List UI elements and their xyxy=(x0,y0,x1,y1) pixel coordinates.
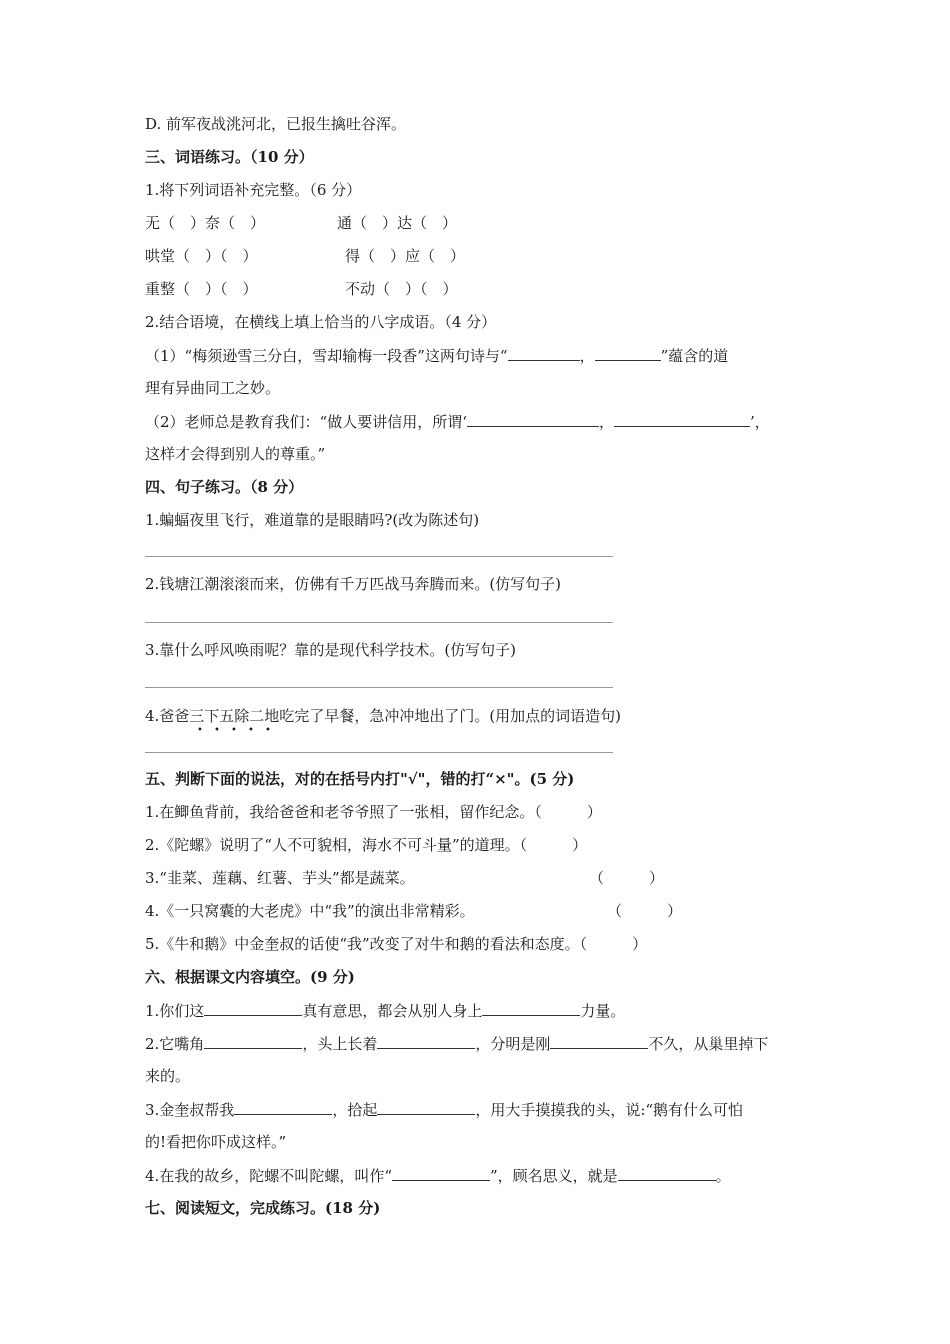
blank[interactable] xyxy=(614,411,750,427)
answer-line[interactable] xyxy=(145,622,613,623)
s3-question-1: 1.将下列词语补充完整。（6 分） xyxy=(145,181,362,199)
s6-question-2: 2.它嘴角 ，头上长着 ，分明是刚 不久，从巢里掉下 xyxy=(145,1035,769,1053)
s4-question-1: 1.蝙蝠夜里飞行，难道靠的是眼睛吗?(改为陈述句) xyxy=(145,511,480,529)
idiom-row-3a: 重整（ ）（ ） xyxy=(145,280,258,298)
s3-q2-item-2-cont: 这样才会得到别人的尊重。” xyxy=(145,445,326,463)
idiom-row-1a: 无（ ）奈（ ） xyxy=(145,214,266,232)
blank[interactable] xyxy=(204,1000,302,1016)
section-3-title: 三、词语练习。（10 分） xyxy=(145,148,314,166)
s5-question-4: 4.《一只窝囊的大老虎》中“我”的演出非常精彩。 xyxy=(145,902,475,920)
section-7-title: 七、阅读短文，完成练习。(18 分) xyxy=(145,1199,381,1217)
answer-line[interactable] xyxy=(145,556,613,557)
idiom-row-2a: 哄堂（ ）（ ） xyxy=(145,247,258,265)
s3-q2-item-1: （1）“梅须逊雪三分白，雪却输梅一段香”这两句诗与“ ， ”蕴含的道 xyxy=(145,347,729,365)
blank[interactable] xyxy=(392,1165,490,1181)
s5-question-3: 3.“韭菜、莲藕、红薯、芋头”都是蔬菜。 xyxy=(145,869,415,887)
blank[interactable] xyxy=(377,1099,475,1115)
s6-question-2-cont: 来的。 xyxy=(145,1067,191,1085)
s4-question-3: 3.靠什么呼风唤雨呢？靠的是现代科学技术。(仿写句子) xyxy=(145,641,517,659)
s3-question-2: 2.结合语境，在横线上填上恰当的八字成语。（4 分） xyxy=(145,313,497,331)
blank[interactable] xyxy=(377,1033,475,1049)
blank[interactable] xyxy=(467,411,599,427)
blank[interactable] xyxy=(482,1000,580,1016)
s6-question-3-cont: 的!看把你吓成这样。” xyxy=(145,1133,287,1151)
blank[interactable] xyxy=(550,1033,648,1049)
idiom-row-1b: 通（ ）达（ ） xyxy=(337,214,458,232)
s5-question-4-bracket[interactable]: （ ） xyxy=(607,902,683,920)
s5-question-2: 2.《陀螺》说明了“人不可貌相，海水不可斗量”的道理。（ ） xyxy=(145,836,588,854)
s3-q2-item-1-cont: 理有异曲同工之妙。 xyxy=(145,379,281,397)
emphasis-dot: • xyxy=(231,725,237,736)
idiom-row-3b: 不动（ ）（ ） xyxy=(345,280,458,298)
section-5-title: 五、判断下面的说法，对的在括号内打"√"，错的打“×"。(5 分) xyxy=(145,770,575,788)
blank[interactable] xyxy=(508,345,580,361)
blank[interactable] xyxy=(595,345,661,361)
answer-line[interactable] xyxy=(145,687,613,688)
s3-q2-item-2: （2）老师总是教育我们：“做人要讲信用，所谓‘ ， ’， xyxy=(145,413,770,431)
s5-question-5: 5.《牛和鹅》中金奎叔的话使“我”改变了对牛和鹅的看法和态度。（ ） xyxy=(145,935,648,953)
blank[interactable] xyxy=(618,1165,716,1181)
s4-question-4: 4.爸爸三下五除二地吃完了早餐，急冲冲地出了门。(用加点的词语造句) xyxy=(145,707,622,725)
s6-question-4: 4.在我的故乡，陀螺不叫陀螺，叫作“ ”，顾名思义，就是 。 xyxy=(145,1167,731,1185)
s6-question-1: 1.你们这 真有意思，都会从别人身上 力量。 xyxy=(145,1002,626,1020)
blank[interactable] xyxy=(204,1033,302,1049)
s5-question-3-bracket[interactable]: （ ） xyxy=(589,869,665,887)
emphasis-dot: • xyxy=(197,725,203,736)
emphasis-dot: • xyxy=(265,725,271,736)
emphasis-dot: • xyxy=(248,725,254,736)
s4-question-2: 2.钱塘江潮滚滚而来，仿佛有千万匹战马奔腾而来。(仿写句子) xyxy=(145,575,562,593)
option-d: D. 前军夜战洮河北，已报生擒吐谷浑。 xyxy=(145,115,407,133)
section-6-title: 六、根据课文内容填空。(9 分) xyxy=(145,968,355,986)
idiom-row-2b: 得（ ）应（ ） xyxy=(345,247,466,265)
answer-line[interactable] xyxy=(145,752,613,753)
section-4-title: 四、句子练习。（8 分） xyxy=(145,478,304,496)
emphasis-dot: • xyxy=(214,725,220,736)
blank[interactable] xyxy=(234,1099,332,1115)
s6-question-3: 3.金奎叔帮我 ，拾起 ，用大手摸摸我的头，说:“鹅有什么可怕 xyxy=(145,1101,744,1119)
s5-question-1: 1.在鲫鱼背前，我给爸爸和老爷爷照了一张相，留作纪念。（ ） xyxy=(145,803,602,821)
